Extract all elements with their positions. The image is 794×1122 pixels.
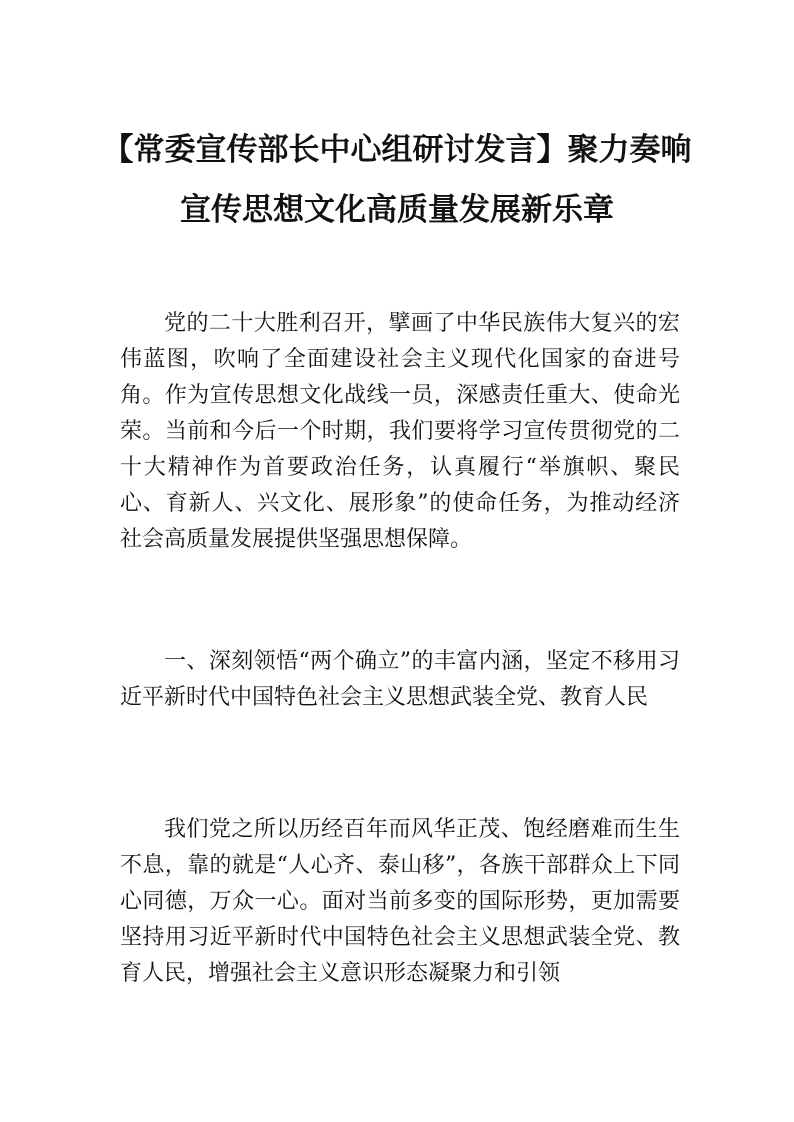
- document-title-line-2: 宣传思想文化高质量发展新乐章: [180, 192, 614, 228]
- body-paragraph-intro: 党的二十大胜利召开，擘画了中华民族伟大复兴的宏伟蓝图，吹响了全面建设社会主义现代化国家的奋进号角。作为宣传思想文化战线一员，深感责任重大、使命光荣。当前和今后一个时期，我们要将学习宣传贯彻党的二十大精神作为首要政治任务，认真履行“举旗帜、聚民心、育新人、兴文化、展形象”的使命任务，为推动经济社会高质量发展提供坚强思想保障。: [120, 311, 680, 552]
- body-paragraph-section-1: 我们党之所以历经百年而风华正茂、饱经磨难而生生不息，靠的就是“人心齐、泰山移”，各族干部群众上下同心同德，万众一心。面对当前多变的国际形势，更加需要坚持用习近平新时代中国特色社会主义思想武装全党、教育人民，增强社会主义意识形态凝聚力和引领: [120, 817, 680, 986]
- section-heading-1: 一、深刻领悟“两个确立”的丰富内涵，坚定不移用习近平新时代中国特色社会主义思想武装全党、教育人民: [120, 649, 680, 710]
- document-title-line-1: 【常委宣传部长中心组研讨发言】聚力奏响: [102, 132, 692, 168]
